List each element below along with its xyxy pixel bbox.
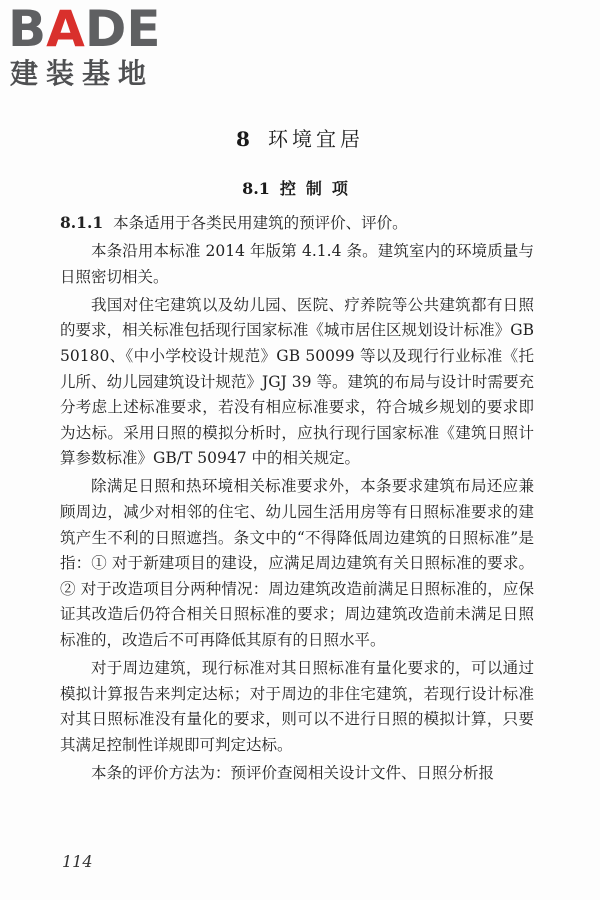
- section-number: 8.1: [242, 179, 270, 198]
- paragraph: 除满足日照和热环境相关标准要求外，本条要求建筑布局还应兼顾周边，减少对相邻的住宅、幼儿园生活用房等有日照标准要求的建筑产生不利的日照遮挡。条文中的“不得降低周边建筑的日照标准”是指：① 对于新建项目的建设，应满足周边建筑有关日照标准的要求。② 对于改造项目分两种情况：周边建筑改造前满足日照标准的，应保证其改造后仍符合相关日照标准的要求；周边建筑改造前未满足日照标准的，改造后不可再降低其原有的日照水平。: [60, 477, 534, 649]
- paragraph: 本条的评价方法为：预评价查阅相关设计文件、日照分析报: [91, 763, 495, 782]
- logo-wordmark: [8, 2, 161, 56]
- paragraph: 本条沿用本标准 2014 年版第 4.1.4 条。建筑室内的环境质量与日照密切相关。: [60, 242, 534, 286]
- chapter-heading: [0, 123, 600, 152]
- bade-logo: [8, 2, 178, 98]
- section-heading: [0, 176, 600, 199]
- logo-letters-de: DE: [84, 0, 161, 58]
- page-number: 114: [62, 852, 93, 871]
- logo-letter-a: A: [46, 0, 85, 58]
- chapter-title: 环境宜居: [267, 127, 364, 151]
- chapter-number: 8: [236, 127, 254, 151]
- section-title: 控制项: [279, 179, 358, 198]
- body-text: [60, 210, 534, 789]
- paragraph: 我国对住宅建筑以及幼儿园、医院、疗养院等公共建筑都有日照的要求，相关标准包括现行国家标准《城市居住区规划设计标准》GB 50180、《中小学校设计规范》GB 50099 等以及现行行业标准《托儿所、幼儿园建筑设计规范》JGJ 39 等。建筑的布局与设计时需要充分考虑上述标准要求，若没有相应标准要求，符合城乡规划的要求即为达标。采用日照的模拟分析时，应执行现行国家标准《建筑日照计算参数标准》GB/T 50947 中的相关规定。: [60, 295, 534, 468]
- clause-number: 8.1.1: [60, 213, 104, 232]
- clause-paragraph: [60, 210, 534, 237]
- logo-letter-b: B: [8, 0, 47, 58]
- logo-subtitle: 建装基地: [10, 57, 155, 90]
- clause-text: 本条适用于各类民用建筑的预评价、评价。: [113, 214, 408, 232]
- paragraph: 对于周边建筑，现行标准对其日照标准有量化要求的，可以通过模拟计算报告来判定达标；对于周边的非住宅建筑，若现行设计标准对其日照标准没有量化的要求，则可以不进行日照的模拟计算，只要其满足控制性详规即可判定达标。: [60, 659, 534, 754]
